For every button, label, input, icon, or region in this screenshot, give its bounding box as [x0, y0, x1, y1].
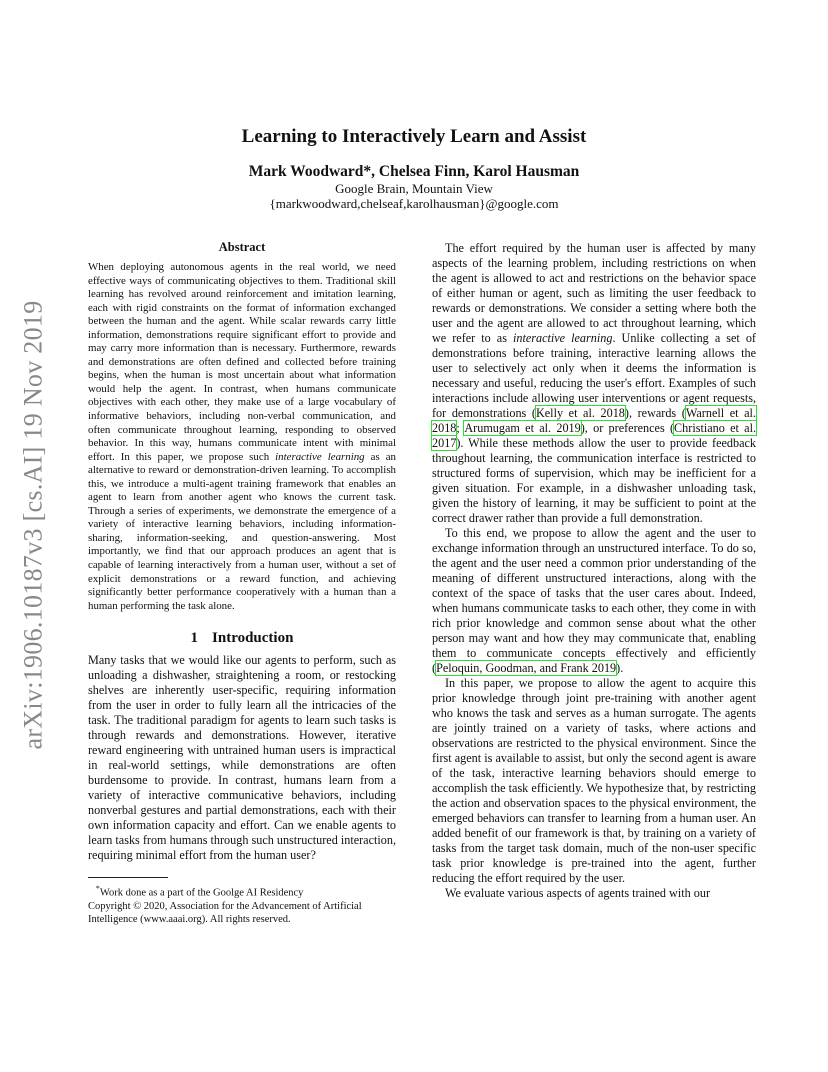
abstract-text: When deploying autonomous agents in the real world, we need effective ways of communicating objectives to them. Traditional skill learning has revolved around reinforcement and imitation learning, each with rigid constraints on the format of information exchanged between the human and the agent. While scalar rewards carry little information, demonstrations require significant effort to provide and may carry more information than is necessary. Furthermore, rewards and demonstrations are often defined and collected before training begins, when the human is most uncertain about what information would help the agent. In contrast, when humans communicate objectives with each other, they make use of a large vocabulary of informative behaviors, including non-verbal communication, and often communicate throughout learning, responding to observed behavior. In this way, humans communicate intent with minimal effort. In this paper, we propose such interactive learning as an alternative to reward or demonstration-driven learning. To accomplish this, we introduce a multi-agent training framework that enables an agent to learn from another agent who knows the current task. Through a series of experiments, we demonstrate the emergence of a variety of interactive learning behaviors, including information-sharing, information-seeking, and question-answering. Most importantly, we find that our approach produces an agent that is capable of learning interactively from a human user, without a set of explicit demonstrations or a reward function, and achieving significantly better performance cooperatively with a human than a human performing the task alone. — [88, 261, 396, 612]
paragraph-3: In this paper, we propose to allow the agent to acquire this prior knowledge through joint pre-training with another agent who knows the task and serves as a human surrogate. The agents are jointly trained on a variety of tasks, where actions and observations are restricted to the physical environment. Since the first agent is available to assist, but only the second agent is aware of the task, interactive learning behaviors should emerge to accomplish the task efficiently. We hypothesize that, by restricting the action and observation spaces to the physical environment, the emerged behaviors can transfer to learning from a human user. An added benefit of our framework is that, by training on a variety of tasks from the target task domain, much of the non-user specific task prior knowledge is pre-trained into the agent, further reducing the effort required by the user. — [432, 676, 756, 885]
section-heading-introduction: 1 Introduction — [190, 630, 294, 647]
paper-emails: {markwoodward,chelseaf,karolhausman}@google.com — [269, 196, 559, 211]
footnote: *Work done as a part of the Goolge AI Residency — [95, 884, 304, 899]
citation-arumugam-link[interactable]: Arumugam et al. 2019 — [464, 421, 581, 435]
citation-christiano-link[interactable]: Christiano et al. 2017 — [432, 421, 756, 450]
copyright-notice: Copyright © 2020, Association for the Advancement of Artificial Intelligence (www.aaai.org). All rights reserved. — [88, 900, 362, 925]
left-column — [88, 240, 396, 926]
citation-warnell-link[interactable]: Warnell et al. 2018 — [432, 406, 756, 435]
paragraph-2: To this end, we propose to allow the agent and the user to exchange information through an unstructured interface. To do so, the agent and the user need a common prior understanding of the meaning of different unstructured interactions, along with the context of the space of tasks that the user cares about. Indeed, when humans communicate tasks to each other, they come in with rich prior knowledge and common sense about what the other person may want and how they may communicate that, enabling them to communicate concepts effectively and efficiently (Peloquin, Goodman, and Frank 2019). — [432, 526, 756, 675]
paper-authors: Mark Woodward*, Chelsea Finn, Karol Hausman — [248, 163, 580, 180]
footnote-rule — [88, 877, 168, 878]
right-column — [432, 241, 756, 901]
introduction-paragraph: Many tasks that we would like our agents to perform, such as unloading a dishwasher, straightening a room, or restocking shelves are inherently user-specific, requiring information from the user in order to fully learn all the intricacies of the task. The traditional paradigm for agents to learn such tasks is through rewards and demonstrations. However, iterative reward engineering with untrained human users is impractical in real-world settings, while demonstrations are often burdensome to provide. In contrast, humans learn from a variety of interactive communicative behaviors, including nonverbal gestures and partial demonstrations, each with their own information capacity and effort. Can we enable agents to learn tasks from humans through such unstructured interaction, requiring minimal effort from the human user? — [88, 653, 396, 863]
arxiv-watermark: arXiv:1906.10187v3 [cs.AI] 19 Nov 2019 — [18, 300, 48, 750]
paper-title: Learning to Interactively Learn and Assist — [241, 126, 587, 147]
paper-affiliation: Google Brain, Mountain View — [335, 181, 493, 196]
abstract-heading: Abstract — [218, 240, 266, 254]
citation-peloquin-link[interactable]: Peloquin, Goodman, and Frank 2019 — [436, 661, 617, 675]
paragraph-4: We evaluate various aspects of agents trained with our — [445, 886, 711, 900]
citation-kelly-link[interactable]: Kelly et al. 2018 — [535, 406, 625, 420]
paragraph-1: The effort required by the human user is affected by many aspects of the learning problem, including restrictions on when the agent is allowed to act and restrictions on the behavior space of either human or agent, such as limiting the user feedback to rewards or demonstrations. We consider a setting where both the user and the agent are allowed to act throughout learning, which we refer to as interactive learning. Unlike collecting a set of demonstrations before training, interactive learning allows the user to selectively act only when it deems the information is necessary and useful, reducing the user's effort. Examples of such interactions include allowing user interventions or agent requests, for demonstrations (Kelly et al. 2018), rewards (Warnell et al. 2018; Arumugam et al. 2019), or preferences (Christiano et al. 2017). While these methods allow the user to provide feedback throughout learning, the communication interface is restricted to structured forms of supervision, which may be inefficient for a given situation. For example, in a dishwasher unloading task, given the history of learning, it may be sufficient to point at the correct drawer rather than provide a full demonstration. — [432, 241, 756, 525]
